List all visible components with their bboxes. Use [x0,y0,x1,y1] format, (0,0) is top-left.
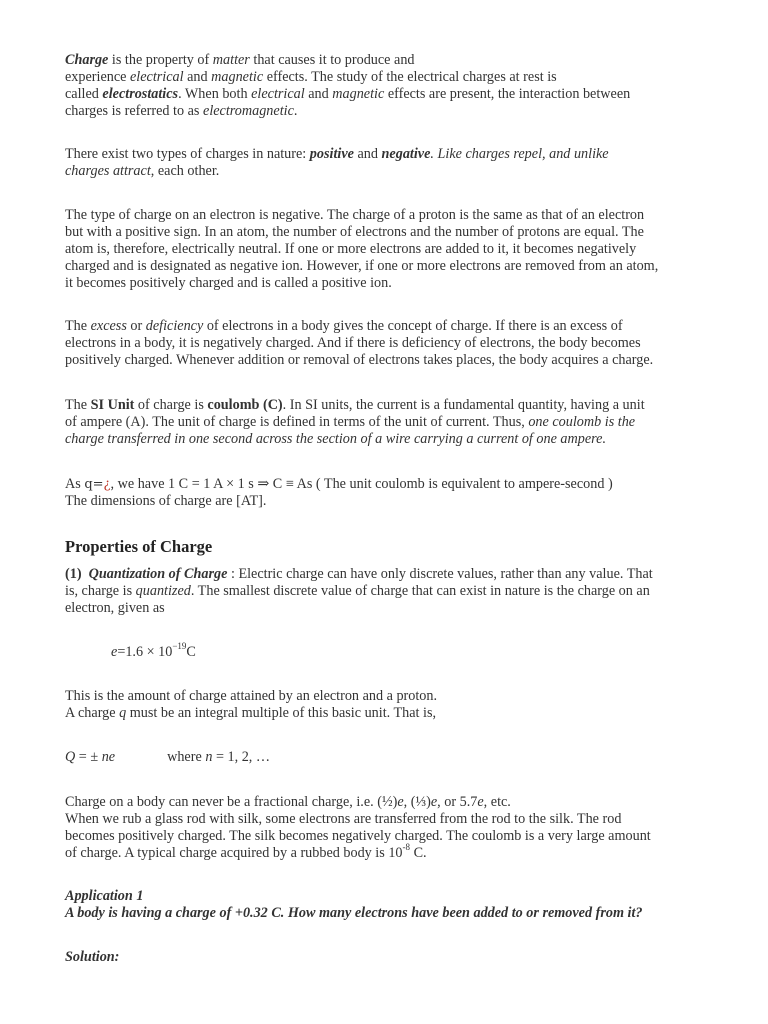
text: . When both [178,86,252,102]
term-negative: negative [381,146,431,162]
text: A charge [65,705,120,721]
text: As [65,476,85,492]
math-value: =1.6 × 10 [117,644,173,660]
term-coulomb: coulomb (C) [207,397,283,413]
text: is the property of [108,52,213,68]
math-n: n [205,749,213,765]
text: : Electric charge can have only discrete values, rather than any value. That [227,566,653,582]
text-line: atom is, therefore, electrically neutral. If one or more electrons are added to it, it becomes negatively [65,241,637,257]
equation-electron-charge [111,641,768,661]
text: effects. The study of the electrical charges at rest is [263,69,557,85]
term-quantization: Quantization of Charge [88,566,228,582]
term-electrical: electrical [129,69,184,85]
text: or [126,318,146,334]
text: of ampere (A). The unit of charge is defined in terms of the unit of current. Thus, [65,414,529,430]
application-block [65,888,725,922]
paragraph-excess-deficiency [65,318,725,369]
application-question: A body is having a charge of +0.32 C. How many electrons have been added to or removed from it? [65,905,643,921]
text: of charge. A typical charge acquired by a rubbed body is 10 [65,845,403,861]
text: of charge is [134,397,208,413]
text-line: When we rub a glass rod with silk, some electrons are transferred from the rod to the silk. The rod [65,811,622,827]
text-line: becomes positively charged. The silk becomes negatively charged. The coulomb is a very large amount [65,828,651,844]
text: = 1, 2, … [212,749,271,765]
text: and [304,86,333,102]
text: , or 5.7 [437,794,478,810]
term-deficiency: deficiency [145,318,204,334]
application-title: Application 1 [65,888,144,904]
text: . [293,103,298,119]
text: There exist two types of charges in nature: [65,146,310,162]
paragraph-unit-relation [65,476,725,510]
text: is, charge is [65,583,136,599]
text-line: positively charged. Whenever addition or removal of electrons takes places, the body acquires a charge. [65,352,654,368]
text: called [65,86,103,102]
term-magnetic: magnetic [211,69,264,85]
text-line: electron, given as [65,600,165,616]
term-magnetic: magnetic [332,86,385,102]
text-italic: charges attract [65,163,151,179]
math-exponent: -8 [402,842,411,853]
math-e: e [397,794,404,810]
paragraph-basic-unit [65,688,725,722]
text: Charge on a body can never be a fractional charge, i.e. (½) [65,794,398,810]
paragraph-electron-charge [65,207,725,292]
text: , each other. [150,163,220,179]
text: experience [65,69,130,85]
text-italic: . Like charges repel, and unlike [430,146,609,162]
item-number: (1) [65,566,82,582]
text: effects are present, the interaction between [384,86,631,102]
text: and [183,69,212,85]
text: , etc. [483,794,511,810]
text-italic: charge transferred in one second across the section of a wire carrying a current of one ampere. [65,431,606,447]
term-matter: matter [212,52,250,68]
text-line: This is the amount of charge attained by an electron and a proton. [65,688,438,704]
term-excess: excess [90,318,127,334]
text: C. [410,845,427,861]
term-charge: Charge [65,52,109,68]
text-line: electrons in a body, it is negatively charged. And if there is deficiency of electrons, the body becomes [65,335,641,351]
solution-label [65,949,725,966]
text: that causes it to produce and [249,52,415,68]
text-line: it becomes positively charged and is called a positive ion. [65,275,392,291]
text: and [353,146,382,162]
math-q: q= [84,477,104,492]
text-line: but with a positive sign. In an atom, the number of electrons and the number of protons are equal. The [65,224,644,240]
term-si-unit: SI Unit [90,397,135,413]
paragraph-charge-definition [65,52,725,120]
solution-text: Solution: [65,949,120,965]
text: . The smallest discrete value of charge that can exist in nature is the charge on an [190,583,650,599]
math-op: = ± [75,749,102,765]
equation-quantization [65,749,725,766]
paragraph-fractional-charge [65,794,725,862]
text: , we have 1 C = 1 A × 1 s ⇒ C ≡ As ( The unit coulomb is equivalent to ampere-second ) [110,476,613,492]
math-e: e [477,794,484,810]
text-italic: one coulomb is the [528,414,636,430]
text-line: charged and is designated as negative ion. However, if one or more electrons are removed from an atom, [65,258,659,274]
term-quantized: quantized [135,583,191,599]
text: where [167,749,206,765]
math-unit: C [186,644,196,660]
text-line: The dimensions of charge are [AT]. [65,493,267,509]
math-glitch: ¿ [103,477,111,492]
paragraph-si-unit [65,397,725,448]
text: . In SI units, the current is a fundamental quantity, having a unit [282,397,645,413]
section-heading: Properties of Charge [65,537,213,556]
math-ne: ne [101,749,116,765]
text: The [65,318,91,334]
text: The [65,397,91,413]
math-e: e [111,644,118,660]
math-e: e [430,794,438,810]
paragraph-types-of-charge [65,146,725,180]
text-line: The type of charge on an electron is negative. The charge of a proton is the same as that of an electron [65,207,645,223]
term-electrostatics: electrostatics [102,86,179,102]
text: must be an integral multiple of this basic unit. That is, [126,705,437,721]
text: charges is referred to as [65,103,204,119]
text: , (⅓) [403,794,431,810]
math-q: q [119,705,127,721]
math-exponent: −19 [172,641,187,652]
paragraph-quantization [65,566,725,617]
text: of electrons in a body gives the concept of charge. If there is an excess of [203,318,623,334]
term-positive: positive [309,146,354,162]
math-Q: Q [65,749,76,765]
term-electromagnetic: electromagnetic [203,103,294,119]
term-electrical: electrical [251,86,305,102]
